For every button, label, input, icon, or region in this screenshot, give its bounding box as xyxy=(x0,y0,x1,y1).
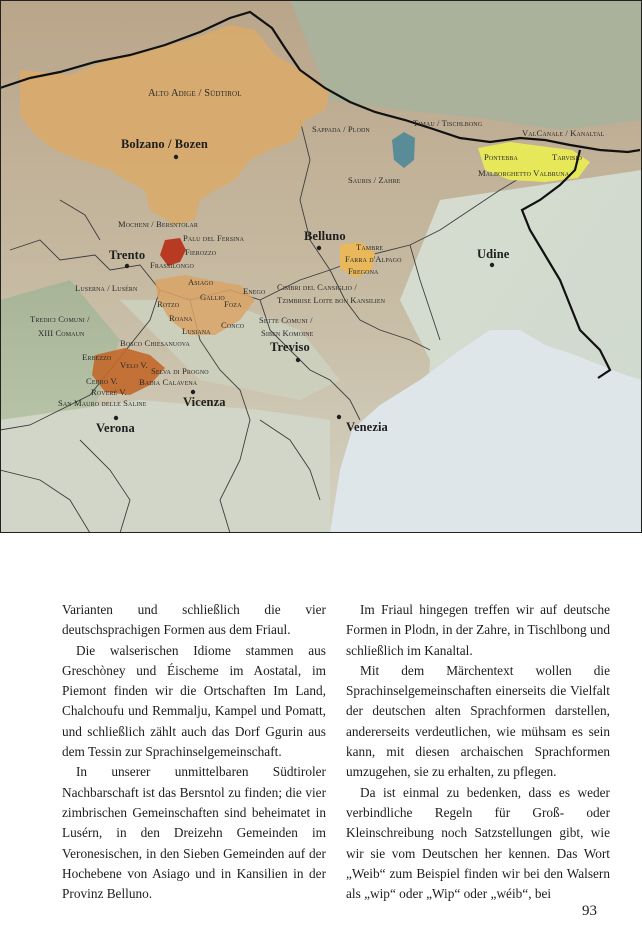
city-dot-belluno xyxy=(317,246,321,250)
label-bolzano: Bolzano / Bozen xyxy=(121,137,208,151)
label-belluno: Belluno xyxy=(304,229,346,243)
label-treviso: Treviso xyxy=(270,340,310,354)
text-column-right xyxy=(346,600,610,904)
label-verona: Verona xyxy=(96,421,135,435)
label-udine: Udine xyxy=(477,247,510,261)
city-dot-vicenza xyxy=(191,390,195,394)
label-asiago: Asiago xyxy=(188,277,214,287)
label-palu: Palu del Fersina xyxy=(183,233,245,243)
paragraph-right-2: Mit dem Märchentext wollen die Sprachinselgemeinschaften einerseits die Vielfalt der deutschen alten Sprachformen darstellen, andererseits verdeutlichen, wie mühsam es sein kann, mit diesen archaischen Sprachformen umzugehen, sie zu erhalten, zu pflegen. xyxy=(346,662,610,780)
label-rotzo: Rotzo xyxy=(157,299,180,309)
label-sanmauro: San Mauro delle Saline xyxy=(58,398,147,408)
city-dot-venezia xyxy=(337,415,341,419)
label-sette-comuni-1: Sette Comuni / xyxy=(259,315,313,325)
label-fierozzo: Fierozzo xyxy=(185,247,217,257)
label-malborghetto: Malborghetto Valbruna xyxy=(478,168,570,178)
label-cansiglio-2: Tzimbrise Loite bon Kansilien xyxy=(277,295,386,305)
label-luserna: Luserna / Lusérn xyxy=(75,283,138,293)
label-valcanale: ValCanale / Kanaltal xyxy=(522,128,605,138)
text-column-left xyxy=(62,600,326,904)
label-tredici-1: Tredici Comuni / xyxy=(30,314,90,324)
label-enego: Enego xyxy=(243,286,266,296)
label-erbezzo: Erbezzo xyxy=(82,352,112,362)
paragraph-left-3: In unserer unmittelbaren Südtiroler Nachbarschaft ist das Bersntol zu finden; die vier zimbrischen Gemeinschaften sind beheimatet in Lusérn, in den Dreizehn Gemeinden im Veronesischen, in den Sieben Gemeinden auf der Hochebene von Asiago und in Kansilien in der Provinz Belluno. xyxy=(62,764,326,902)
label-alto-adige: Alto Adige / Südtirol xyxy=(148,88,242,99)
label-cerro: Cerro V. xyxy=(86,376,118,386)
city-dot-bolzano xyxy=(174,155,178,159)
label-mocheni: Mocheni / Bersntolar xyxy=(118,219,198,229)
label-badia: Badia Calavena xyxy=(139,377,198,387)
paragraph-left-2: Die walserischen Idiome stammen aus Greschòney und Éischeme im Aostatal, im Piemont finden wir die Ortschaften Im Land, Chalchoufu und Remmalju, Kampel und Pomatt, und schließlich zählt auch das Dorf Ggurin aus dem Tessin zur Sprachinselgemeinschaft. xyxy=(62,642,326,760)
city-dot-treviso xyxy=(296,358,300,362)
label-roana: Roana xyxy=(169,313,193,323)
label-velo: Velo V. xyxy=(120,360,148,370)
label-foza: Foza xyxy=(224,299,242,309)
label-farra: Farra d'Alpago xyxy=(345,254,402,264)
city-dot-verona xyxy=(114,416,118,420)
terrain-veneto-plain xyxy=(0,400,330,533)
label-sette-comuni-2: Siben Komoine xyxy=(261,328,314,338)
label-tarvisio: Tarvisio xyxy=(552,152,582,162)
label-vicenza: Vicenza xyxy=(183,395,226,409)
label-trento: Trento xyxy=(109,248,146,262)
paragraph-right-3: Da ist einmal zu bedenken, dass es weder verbindliche Regeln für Groß- oder Kleinschreibung noch Satzstellungen gibt, wie wir sie vom Deutschen her kennen. Das Wort „Weib“ zum Beispiel finden wir bei den Walsern als „wip“ oder „Wip“ oder „wéib“, bei xyxy=(346,784,610,902)
label-frassilongo: Frassilongo xyxy=(150,260,194,270)
label-lusiana: Lusiana xyxy=(182,326,211,336)
city-dot-udine xyxy=(490,263,494,267)
label-fregona: Fregona xyxy=(348,266,379,276)
label-sauris: Sauris / Zahre xyxy=(348,175,401,185)
label-timau: Timau / Tischlbong xyxy=(413,118,483,128)
label-venezia: Venezia xyxy=(346,420,388,434)
label-conco: Conco xyxy=(221,320,245,330)
label-tambre: Tambre xyxy=(356,242,384,252)
page-number: 93 xyxy=(582,903,597,919)
label-sappada: Sappada / Plodn xyxy=(312,124,370,134)
label-tredici-2: XIII Comaun xyxy=(38,328,85,338)
paragraph-right-1: Im Friaul hingegen treffen wir auf deutsche Formen in Plodn, in der Zahre, in Tischlbong und schließlich im Kanaltal. xyxy=(346,602,610,658)
label-bosco: Bosco Chiesanuova xyxy=(120,338,190,348)
label-cansiglio-1: Cimbri del Cansiglio / xyxy=(277,282,357,292)
paragraph-left-1: Varianten und schließlich die vier deutschsprachigen Formen aus dem Friaul. xyxy=(62,602,326,638)
city-dot-trento xyxy=(125,264,129,268)
label-selva: Selva di Progno xyxy=(151,366,209,376)
label-gallio: Gallio xyxy=(200,292,225,302)
label-rovere: Roverè V. xyxy=(91,387,127,397)
label-pontebba: Pontebba xyxy=(484,152,518,162)
